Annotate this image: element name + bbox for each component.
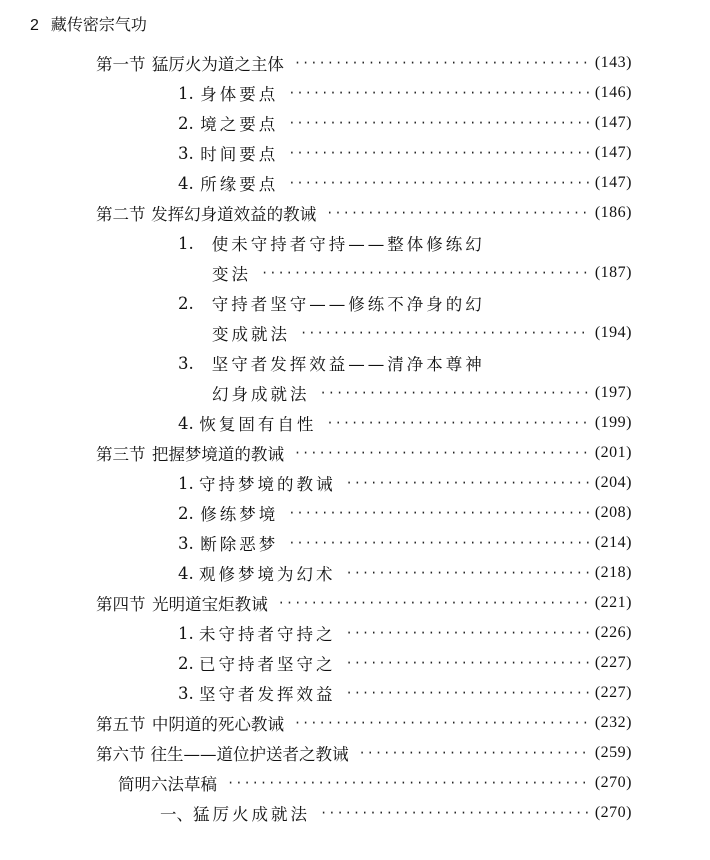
toc-entry[interactable] [96, 440, 632, 466]
entry-title: 变成就法 [212, 325, 290, 344]
toc-entry[interactable] [178, 620, 632, 646]
entry-title: 守持者坚守——修练不净身的幻 [211, 295, 485, 314]
leader-dots [227, 770, 589, 796]
entry-title: 猛厉火为道之主体 [151, 55, 284, 74]
toc-entry[interactable] [160, 800, 632, 826]
item-number: 3. [178, 353, 194, 373]
entry-title: 中阴道的死心教诫 [151, 715, 284, 734]
page-ref: (226) [594, 624, 632, 641]
entry-title: 发挥幻身道效益的教诫 [151, 205, 317, 224]
section-label: 第四节 [96, 595, 146, 614]
entry-title: 修练梦境 [200, 505, 279, 524]
toc-entry[interactable] [178, 500, 632, 526]
page-ref: (197) [594, 384, 632, 401]
toc-entry[interactable] [178, 290, 632, 316]
toc-entry[interactable] [178, 170, 632, 196]
toc-entry[interactable] [178, 530, 632, 556]
toc-entry[interactable] [178, 350, 632, 376]
item-number: 1. [178, 473, 194, 493]
item-number: 1. [178, 83, 194, 103]
entry-title: 已守持者坚守之 [198, 655, 336, 674]
entry-title: 身体要点 [200, 85, 279, 104]
leader-dots [294, 710, 589, 736]
page-ref: (187) [594, 264, 632, 281]
leader-dots [326, 410, 588, 436]
leader-dots [278, 590, 589, 616]
section-label: 第三节 [96, 445, 146, 464]
leader-dots [288, 500, 589, 526]
entry-title: 光明道宝炬教诫 [152, 595, 268, 614]
item-number: 2. [178, 503, 194, 523]
page-ref: (208) [594, 504, 632, 521]
leader-dots [320, 800, 589, 826]
section-label: 第六节 [96, 745, 146, 764]
page-ref: (201) [594, 444, 632, 461]
entry-title: 坚守者发挥效益 [198, 685, 336, 704]
page-ref: (221) [594, 594, 632, 611]
toc-entry[interactable] [96, 50, 632, 76]
item-number: 4. [178, 413, 194, 433]
toc-entry[interactable] [96, 710, 632, 736]
page-ref: (147) [594, 144, 632, 161]
entry-title: 恢复固有自性 [199, 415, 317, 434]
item-number: 2. [178, 293, 194, 313]
entry-title: 境之要点 [200, 115, 279, 134]
page-ref: (259) [594, 744, 632, 761]
leader-dots [345, 470, 588, 496]
page-ref: (204) [594, 474, 632, 491]
page-ref: (270) [594, 774, 632, 791]
item-number: 1. [178, 623, 194, 643]
page-number: 2 [30, 17, 39, 34]
leader-dots [345, 680, 588, 706]
leader-dots [358, 740, 588, 766]
entry-title: 变法 [212, 265, 251, 284]
leader-dots [320, 380, 589, 406]
page-ref: (227) [594, 684, 632, 701]
toc-entry[interactable] [178, 230, 632, 256]
toc-entry-continuation[interactable] [212, 380, 632, 406]
page-ref: (186) [594, 204, 632, 221]
item-number: 3. [178, 683, 194, 703]
leader-dots [288, 80, 589, 106]
page-ref: (194) [594, 324, 632, 341]
item-number: 4. [178, 173, 194, 193]
leader-dots [345, 650, 588, 676]
page-ref: (270) [594, 804, 632, 821]
leader-dots [294, 440, 589, 466]
item-number: 4. [178, 563, 194, 583]
toc-entry[interactable] [96, 740, 632, 766]
item-number: 1. [178, 233, 194, 253]
entry-title: 守持梦境的教诫 [198, 475, 336, 494]
leader-dots [294, 50, 589, 76]
page-ref: (227) [594, 654, 632, 671]
leader-dots [345, 620, 588, 646]
page-ref: (147) [594, 114, 632, 131]
entry-title: 观修梦境为幻术 [198, 565, 336, 584]
toc-entry-continuation[interactable] [212, 320, 632, 346]
entry-title: 坚守者发挥效益——清净本尊神 [211, 355, 485, 374]
page-ref: (143) [594, 54, 632, 71]
leader-dots [345, 560, 588, 586]
toc-entry[interactable] [178, 80, 632, 106]
entry-title: 时间要点 [200, 145, 279, 164]
section-label: 第一节 [96, 55, 146, 74]
leader-dots [326, 200, 589, 226]
page-ref: (146) [594, 84, 632, 101]
item-number: 3. [178, 143, 194, 163]
entry-title: 幻身成就法 [212, 385, 310, 404]
entry-title: 未守持者守持之 [198, 625, 336, 644]
toc-entry[interactable] [96, 200, 632, 226]
entry-title: 断除恶梦 [200, 535, 279, 554]
entry-title: 把握梦境道的教诫 [151, 445, 284, 464]
section-label: 第二节 [96, 205, 146, 224]
item-number: 一、 [160, 805, 193, 824]
toc-entry[interactable] [178, 650, 632, 676]
toc-entry[interactable] [96, 590, 632, 616]
item-number: 2. [178, 113, 194, 133]
leader-dots [288, 170, 589, 196]
entry-title: 猛厉火成就法 [193, 805, 310, 824]
item-number: 3. [178, 533, 194, 553]
book-title: 藏传密宗气功 [50, 15, 147, 34]
page-ref: (232) [594, 714, 632, 731]
leader-dots [288, 140, 589, 166]
leader-dots [288, 110, 589, 136]
toc-entry[interactable] [178, 560, 632, 586]
toc-entry[interactable] [178, 470, 632, 496]
toc-entry[interactable] [118, 770, 632, 796]
page-ref: (147) [594, 174, 632, 191]
leader-dots [288, 530, 589, 556]
leader-dots [300, 320, 589, 346]
entry-title: 所缘要点 [200, 175, 279, 194]
leader-dots [261, 260, 589, 286]
entry-title: 简明六法草稿 [118, 775, 217, 794]
page-ref: (199) [594, 414, 632, 431]
toc-entry[interactable] [178, 680, 632, 706]
page-ref: (214) [594, 534, 632, 551]
toc-entry[interactable] [178, 410, 632, 436]
toc-entry[interactable] [178, 140, 632, 166]
entry-title: 往生——道位护送者之教诫 [150, 745, 349, 764]
toc-entry[interactable] [178, 110, 632, 136]
page-ref: (218) [594, 564, 632, 581]
entry-title: 使未守持者守持——整体修练幻 [211, 235, 485, 254]
item-number: 2. [178, 653, 194, 673]
toc-entry-continuation[interactable] [212, 260, 632, 286]
section-label: 第五节 [96, 715, 146, 734]
